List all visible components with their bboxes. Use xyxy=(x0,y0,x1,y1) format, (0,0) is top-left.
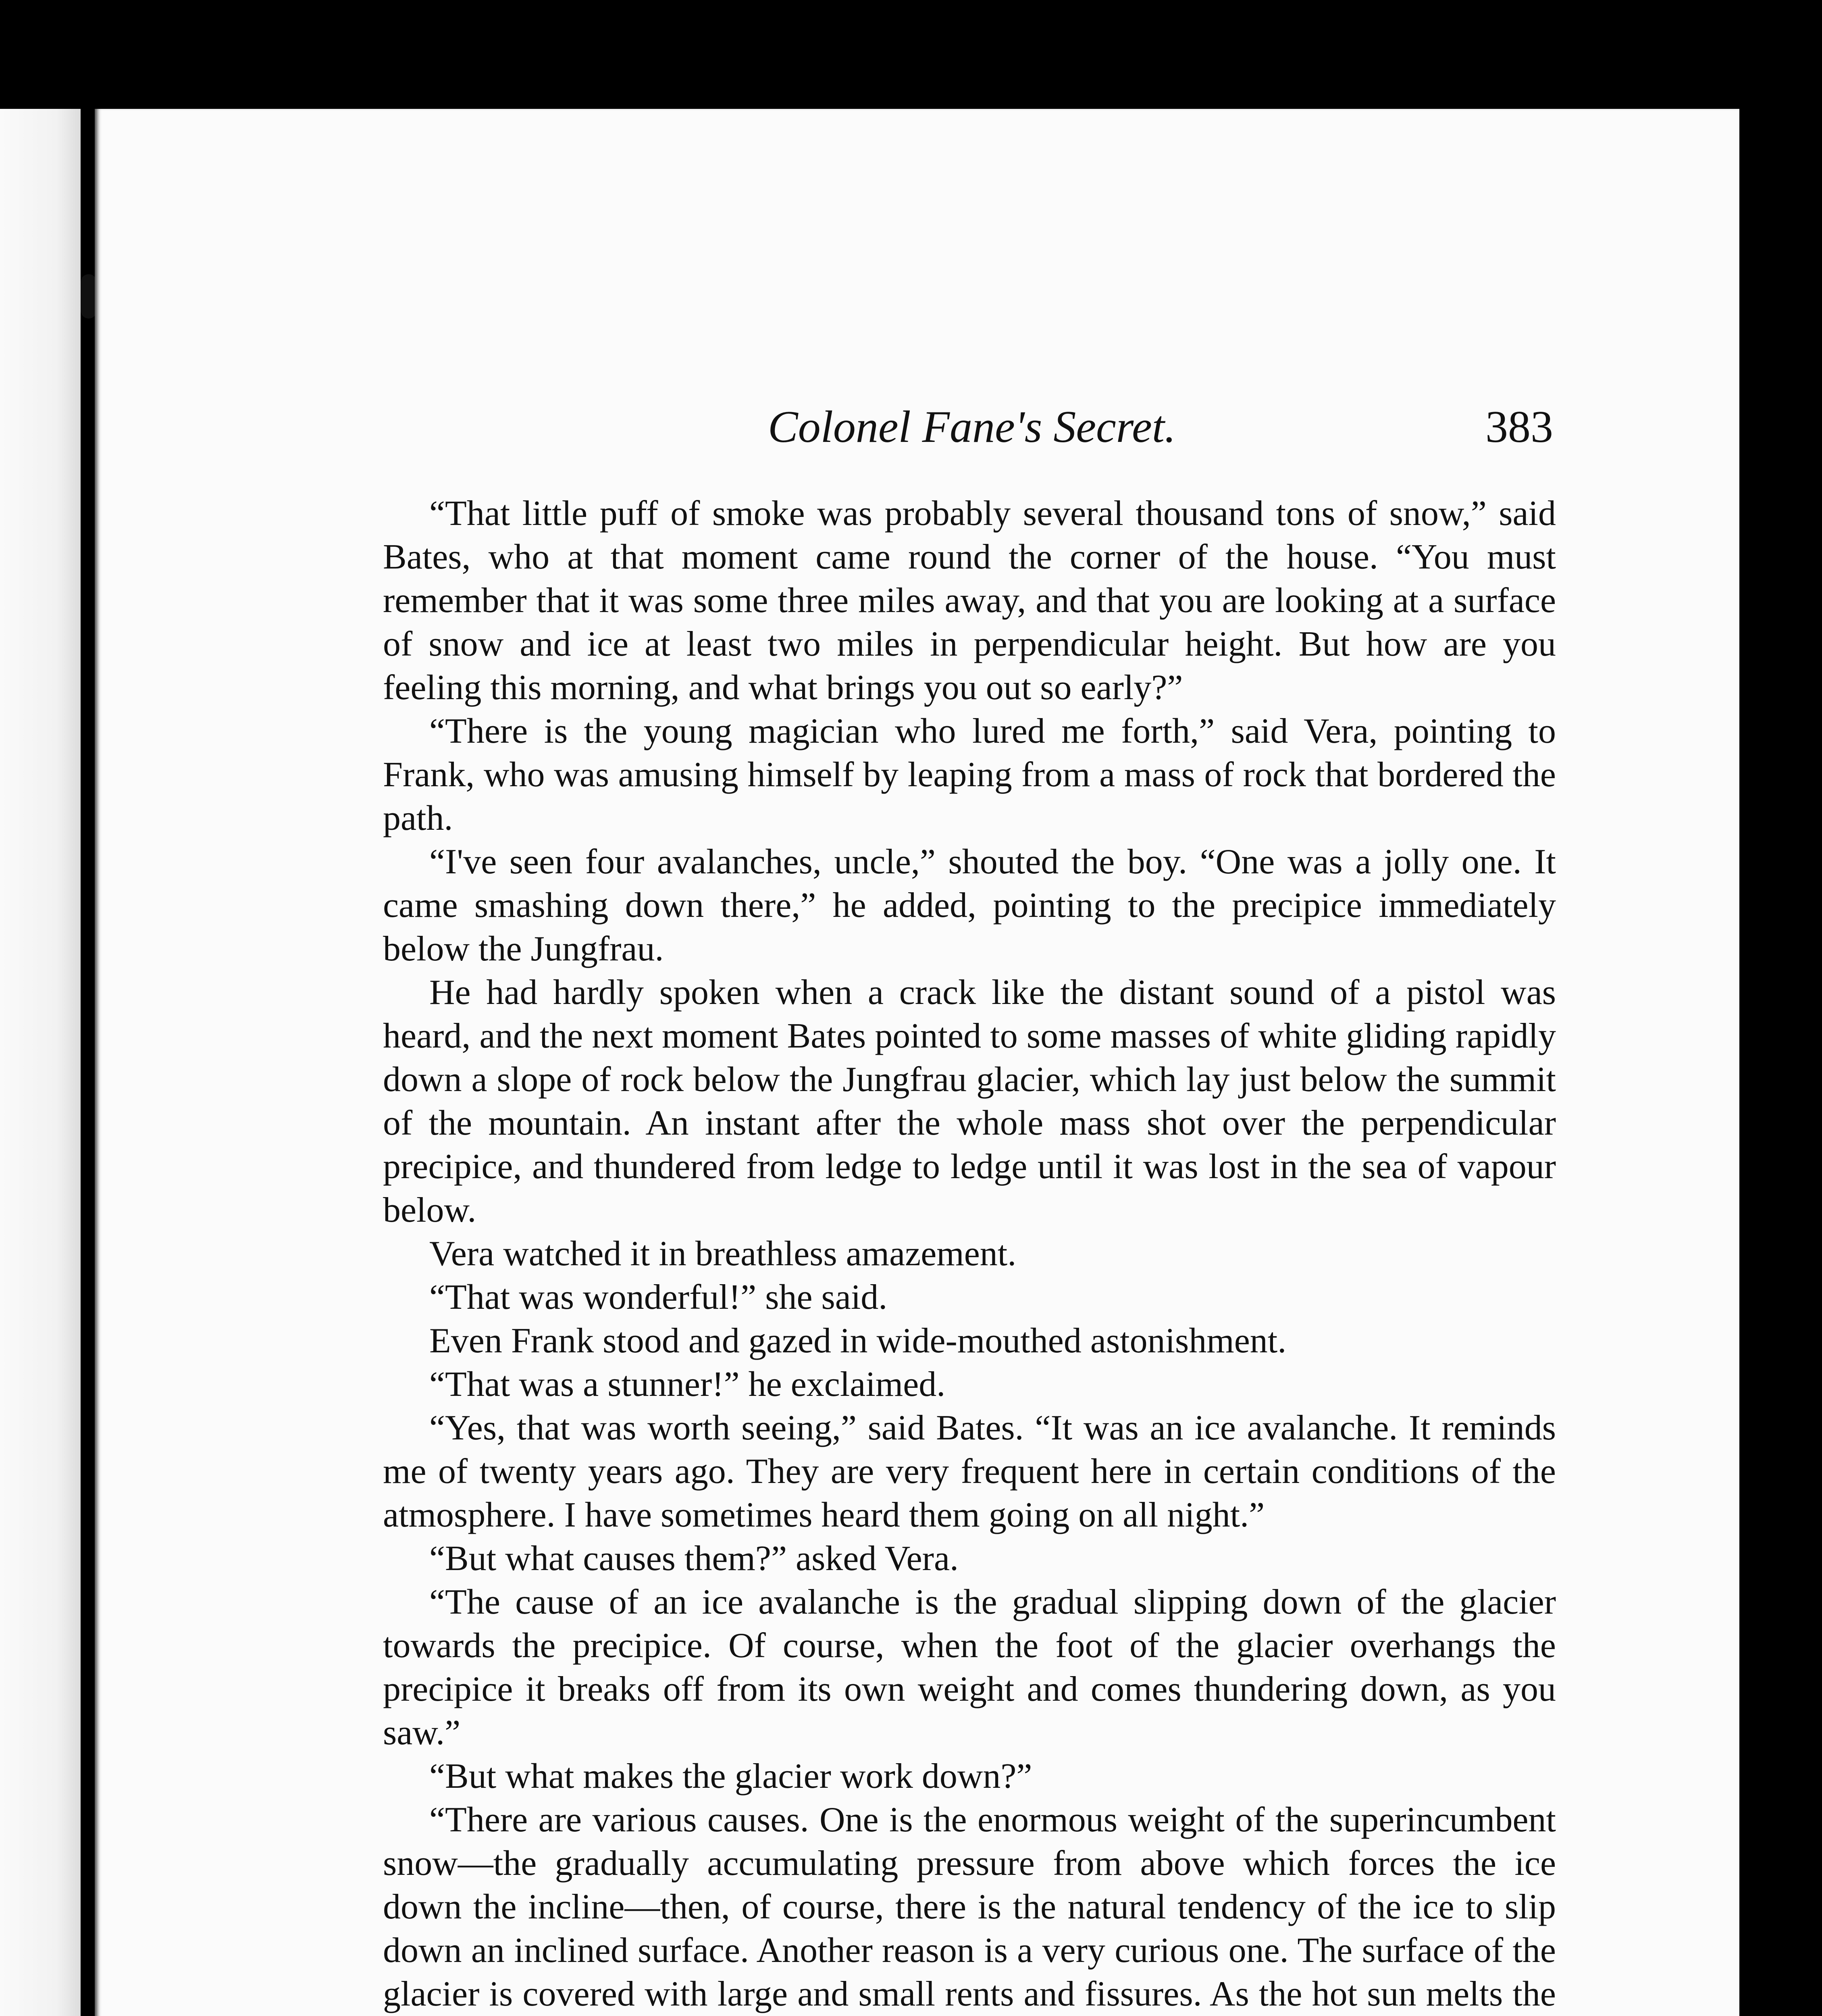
paragraph: “But what makes the glacier work down?” xyxy=(429,1757,1032,1796)
paragraph: “There are various causes. One is the enormous weight of the superincumbent snow—the gradually accumulating pressure from above which forces the ice down the incline—then, of course, there is the natural tendency of the ice to slip down an inclined surface. Another reason is a very curious one. The surface of the glacier is covered with large and small rents and fissures. As the hot sun melts the xyxy=(383,1800,1556,2014)
paragraph: “That was wonderful!” she said. xyxy=(429,1278,888,1317)
paragraph: Vera watched it in breathless amazement. xyxy=(429,1234,1017,1273)
paragraph: “That was a stunner!” he exclaimed. xyxy=(429,1365,946,1404)
paragraph: “Yes, that was worth seeing,” said Bates. “It was an ice avalanche. It reminds me of twenty years ago. They are very frequent here in certain conditions of the atmosphere. I have sometimes heard them going on all night.” xyxy=(383,1408,1556,1535)
page-number: 383 xyxy=(1485,402,1553,452)
paragraph: “I've seen four avalanches, uncle,” shouted the boy. “One was a jolly one. It came smashing down there,” he added, pointing to the precipice immediately below the Jungfrau. xyxy=(383,842,1556,968)
running-header xyxy=(95,401,1739,458)
paragraph: “But what causes them?” asked Vera. xyxy=(429,1539,959,1578)
paragraph: He had hardly spoken when a crack like the distant sound of a pistol was heard, and the next moment Bates pointed to some masses of white gliding rapidly down a slope of rock below the Jungfrau glacier, which lay just below the summit of the mountain. An instant after the whole mass shot over the perpendicular precipice, and thundered from ledge to ledge until it was lost in the sea of vapour below. xyxy=(383,973,1556,1230)
paragraph: “There is the young magician who lured me forth,” said Vera, pointing to Frank, who was amusing himself by leaping from a mass of rock that bordered the path. xyxy=(383,712,1556,838)
paragraph: “That little puff of smoke was probably several thousand tons of snow,” said Bates, who at that moment came round the corner of the house. “You must remember that it was some three miles away, and that you are looking at a surface of snow and ice at least two miles in perpendicular height. But how are you feeling this morning, and what brings you out so early?” xyxy=(383,494,1556,707)
book-page xyxy=(95,109,1739,2016)
body-text xyxy=(383,492,1556,2016)
running-title: Colonel Fane's Secret. xyxy=(768,402,1176,452)
binding-mark xyxy=(81,274,97,319)
paragraph: Even Frank stood and gazed in wide-mouthed astonishment. xyxy=(429,1321,1287,1360)
previous-page-edge xyxy=(0,109,81,2016)
paragraph: “The cause of an ice avalanche is the gradual slipping down of the glacier towards the precipice. Of course, when the foot of the glacier overhangs the precipice it breaks off from its own weight and comes thundering down, as you saw.” xyxy=(383,1583,1556,1752)
